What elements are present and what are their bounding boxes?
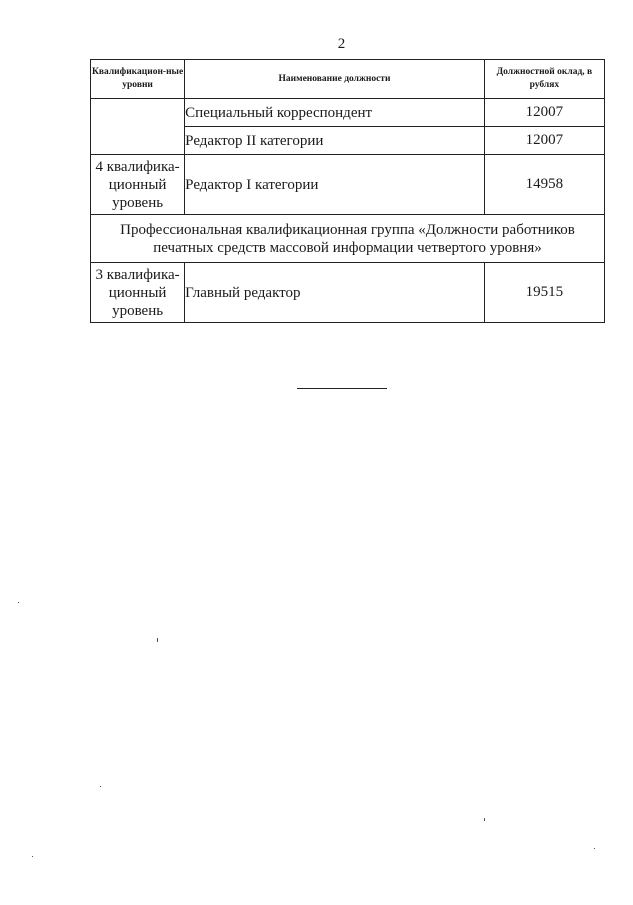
- scan-speck: [157, 638, 158, 642]
- salary-value: 12007: [484, 127, 604, 155]
- salary-table: [90, 59, 605, 323]
- table-row: [91, 99, 605, 127]
- page-number: 2: [337, 36, 346, 52]
- position-name: Специальный корреспондент: [185, 99, 485, 127]
- salary-value: 14958: [484, 155, 604, 215]
- table-row: [91, 155, 605, 215]
- scan-speck: [484, 818, 485, 821]
- salary-value: 12007: [484, 99, 604, 127]
- qualification-group-heading: Профессиональная квалификационная группа «Должности работников печатных средств массовой информации четвертого уровня»: [91, 215, 605, 263]
- qualification-level: 4 квалифика-ционный уровень: [91, 155, 185, 215]
- header-name: Наименование должности: [185, 60, 485, 99]
- scan-speck: [18, 602, 19, 603]
- table-row: [91, 263, 605, 323]
- scan-speck: [100, 786, 101, 787]
- header-level: Квалификацион-ные уровни: [91, 60, 185, 99]
- table-header-row: [91, 60, 605, 99]
- header-salary: Должностной оклад, в рублях: [484, 60, 604, 99]
- position-name: Редактор I категории: [185, 155, 485, 215]
- salary-value: 19515: [484, 263, 604, 323]
- position-name: Главный редактор: [185, 263, 485, 323]
- group-heading-row: [91, 215, 605, 263]
- position-name: Редактор II категории: [185, 127, 485, 155]
- level-cell-empty: [91, 99, 185, 155]
- scan-speck: [32, 856, 33, 857]
- qualification-level: 3 квалифика-ционный уровень: [91, 263, 185, 323]
- end-of-document-rule: [297, 388, 387, 389]
- scan-speck: [594, 848, 595, 849]
